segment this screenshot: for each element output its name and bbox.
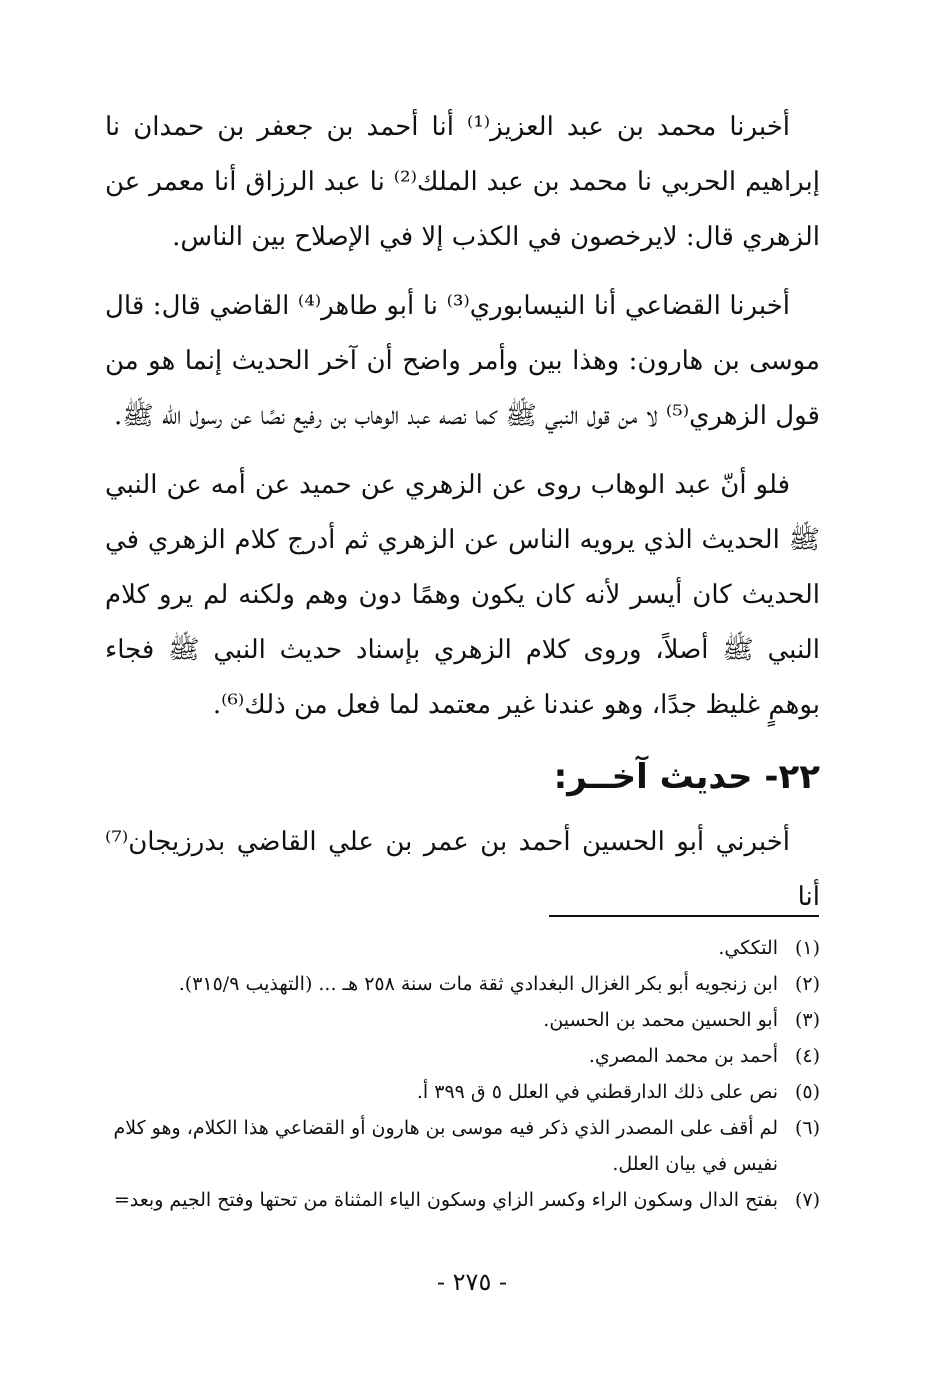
footnote-3 — [105, 1002, 820, 1038]
paragraph-1: أخبرنا محمد بن عبد العزيز⁽¹⁾ أنا أحمد بن جعفر بن حمدان نا إبراهيم الحربي نا محمد بن عبد الملك⁽²⁾ نا عبد الرزاق أنا معمر عن الزهري قال: لايرخصون في الكذب إلا في الإصلاح بين الناس. — [105, 112, 820, 252]
footnote-4 — [105, 1038, 820, 1074]
footnote-text: ابن زنجويه أبو بكر الغزال البغدادي ثقة مات سنة ٢٥٨ هـ ... (التهذيب ٣١٥/٩). — [178, 973, 778, 995]
footnote-number: (٥) — [794, 1081, 820, 1103]
paragraph-3: فلو أنّ عبد الوهاب روى عن الزهري عن حميد عن أمه عن النبي ﷺ الحديث الذي يرويه الناس عن الزهري ثم أدرج كلام الزهري في الحديث كان أيسر لأنه كان يكون وهمًا دون وهم ولكنه لم يرو كلام النبي ﷺ أصلاً، وروى كلام الزهري بإسناد حديث النبي ﷺ فجاء بوهمٍ غليظ جدًا، وهو عندنا غير معتمد لما فعل من ذلك⁽⁶⁾. — [105, 470, 820, 720]
paragraph-2: أخبرنا القضاعي أنا النيسابوري⁽³⁾ نا أبو طاهر⁽⁴⁾ القاضي قال: قال موسى بن هارون: وهذا بين وأمر واضح أن آخر الحديث إنما هو من قول الزهري⁽⁵⁾ لا من قول النبي ﷺ كما نصه عبد الوهاب بن رفيع نصًا عن رسول الله ﷺ. — [105, 291, 820, 431]
paragraph-4: أخبرني أبو الحسين أحمد بن عمر بن علي القاضي بدرزيجان⁽⁷⁾ أنا — [105, 827, 820, 912]
footnote-text: لم أقف على المصدر الذي ذكر فيه موسى بن هارون أو القضاعي هذا الكلام، وهو كلام نفيس في بيان العلل. — [113, 1117, 778, 1175]
footnote-text: بفتح الدال وسكون الراء وكسر الزاي وسكون الياء المثناة من تحتها وفتح الجيم وبعد= — [113, 1189, 778, 1211]
footnote-number: (١) — [794, 937, 820, 959]
main-text — [105, 100, 820, 939]
page-number: - ٢٧٥ - — [436, 1268, 508, 1296]
footnote-2 — [105, 966, 820, 1002]
footnote-text: أحمد بن محمد المصري. — [588, 1045, 778, 1067]
footnote-number: (٦) — [794, 1117, 820, 1139]
footnote-7 — [105, 1182, 820, 1218]
footnote-separator — [549, 915, 819, 917]
footnote-number: (٣) — [794, 1009, 820, 1031]
section-heading: ٢٢- حديث آخــر: — [553, 757, 820, 797]
footnote-number: (٢) — [794, 973, 820, 995]
footnote-1 — [105, 930, 820, 966]
footnote-text: التككي. — [718, 937, 778, 959]
footnote-5 — [105, 1074, 820, 1110]
footnote-6 — [105, 1110, 820, 1182]
footnote-number: (٤) — [794, 1045, 820, 1067]
footnote-text: أبو الحسين محمد بن الحسين. — [543, 1009, 778, 1031]
footnotes — [105, 930, 820, 1218]
footnote-text: نص على ذلك الدارقطني في العلل ٥ ق ٣٩٩ أ. — [416, 1081, 778, 1103]
footnote-number: (٧) — [794, 1189, 820, 1211]
